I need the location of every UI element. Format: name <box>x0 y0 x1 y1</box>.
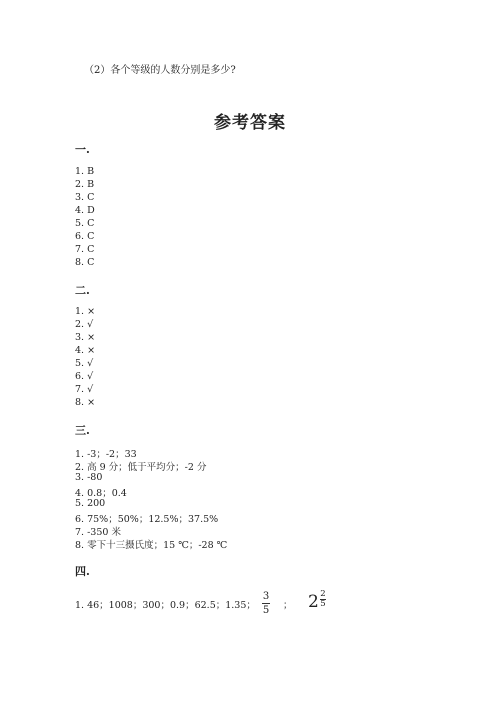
list-item: 1. × <box>75 306 96 317</box>
list-item: 7. C <box>75 244 95 255</box>
list-item: 2. 高 9 分；低于平均分；-2 分 <box>75 462 207 473</box>
mixed-denominator: 5 <box>320 599 326 609</box>
list-item: 2. B <box>75 179 95 190</box>
list-item: 1. -3；-2；33 <box>75 449 137 460</box>
question-2-text: （2）各个等级的人数分别是多少? <box>84 65 236 76</box>
list-item: 3. -80 <box>75 472 103 483</box>
list-item: 8. × <box>75 397 96 408</box>
list-item: 3. C <box>75 192 95 203</box>
list-item: 3. × <box>75 332 96 343</box>
list-item: 5. √ <box>75 358 94 369</box>
list-item: 1. 46；1008；300；0.9；62.5；1.35； <box>75 600 256 611</box>
list-item: 6. C <box>75 231 95 242</box>
fraction-numerator: 3 <box>262 591 270 602</box>
mixed-numerator: 2 <box>320 589 326 599</box>
section-3-heading: 三. <box>75 424 90 437</box>
fraction-denominator: 5 <box>262 605 270 616</box>
section-2-heading: 二. <box>75 284 90 297</box>
fraction-three-fifths <box>261 591 271 616</box>
list-item: 5. 200 <box>75 498 106 509</box>
section-1-heading: 一. <box>75 143 90 156</box>
mixed-whole: 2 <box>308 592 319 612</box>
list-item: 4. D <box>75 205 95 216</box>
page-title: 参考答案 <box>214 113 286 133</box>
section-4-heading: 四. <box>75 565 90 578</box>
list-item: 1. B <box>75 166 95 177</box>
list-item: 7. √ <box>75 384 94 395</box>
list-item: 6. √ <box>75 371 94 382</box>
list-item: 5. C <box>75 218 95 229</box>
list-item: 2. √ <box>75 319 94 330</box>
fraction-bar <box>262 603 270 604</box>
separator: ； <box>283 600 293 611</box>
mixed-fraction <box>319 590 327 609</box>
mixed-number <box>308 590 328 616</box>
list-item: 8. C <box>75 257 95 268</box>
list-item: 6. 75%；50%；12.5%；37.5% <box>75 514 219 525</box>
list-item: 4. 0.8；0.4 <box>75 488 127 499</box>
list-item: 4. × <box>75 345 96 356</box>
list-item: 7. -350 米 <box>75 527 121 538</box>
list-item: 8. 零下十三摄氏度；15 ℃；-28 ℃ <box>75 540 228 551</box>
